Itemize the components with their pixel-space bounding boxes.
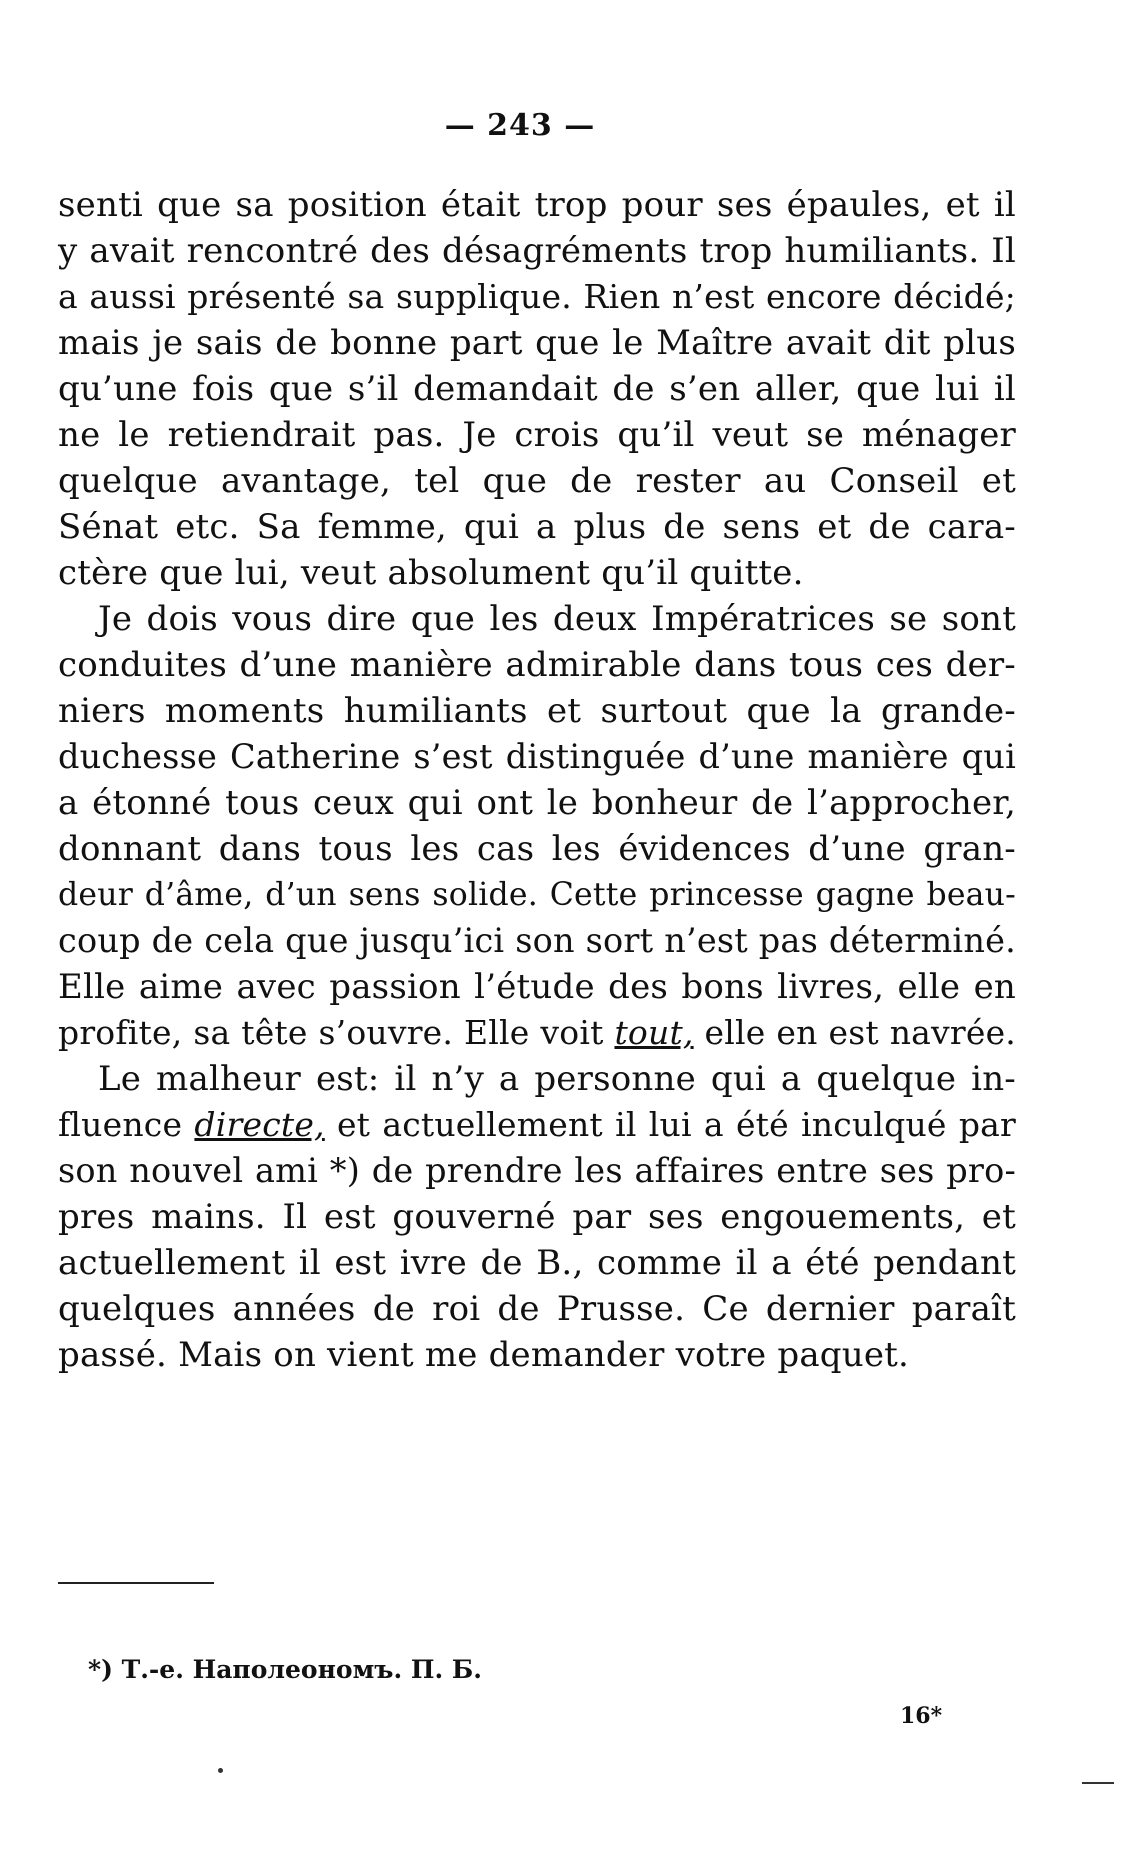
text-line bbox=[58, 1010, 1016, 1056]
text-line: a aussi présenté sa supplique. Rien n’est encore décidé; bbox=[58, 277, 1016, 316]
text-line: Je dois vous dire que les deux Impératrices se sont bbox=[98, 599, 1016, 639]
text-segment: profite, sa tête s’ouvre. Elle voit bbox=[58, 1013, 615, 1052]
text-line: Elle aime avec passion l’étude des bons livres, elle en bbox=[58, 967, 1016, 1007]
footnote: *) Т.-е. Наполеономъ. П. Б. bbox=[88, 1655, 482, 1684]
text-line: Sénat etc. Sa femme, qui a plus de sens et de cara- bbox=[58, 507, 1016, 547]
text-line: ctère que lui, veut absolument qu’il quitte. bbox=[58, 553, 804, 593]
text-line: quelque avantage, tel que de rester au Conseil et bbox=[58, 461, 1016, 501]
text-line: coup de cela que jusqu’ici son sort n’est pas déterminé. bbox=[58, 921, 1016, 960]
text-line: y avait rencontré des désagréments trop humiliants. Il bbox=[58, 231, 1016, 271]
italic-word: tout, bbox=[614, 1013, 694, 1052]
text-segment: fluence bbox=[58, 1105, 195, 1144]
ink-speck bbox=[218, 1768, 223, 1773]
text-line: mais je sais de bonne part que le Maître avait dit plus bbox=[58, 323, 1016, 363]
text-line: senti que sa position était trop pour ses épaules, et il bbox=[58, 185, 1016, 225]
text-line: pres mains. Il est gouverné par ses engouements, et bbox=[58, 1197, 1016, 1237]
page-number: — 243 — bbox=[444, 108, 596, 143]
text-line: son nouvel ami *) de prendre les affaires entre ses pro- bbox=[58, 1151, 1016, 1190]
text-line: a étonné tous ceux qui ont le bonheur de l’approcher, bbox=[58, 783, 1016, 823]
italic-word: directe, bbox=[194, 1105, 325, 1144]
text-line: ne le retiendrait pas. Je crois qu’il veut se ménager bbox=[58, 415, 1016, 455]
text-line: qu’une fois que s’il demandait de s’en aller, que lui il bbox=[58, 369, 1016, 409]
text-line: conduites d’une manière admirable dans tous ces der- bbox=[58, 645, 1016, 685]
text-line: actuellement il est ivre de B., comme il a été pendant bbox=[58, 1243, 1016, 1283]
text-segment: et actuellement il lui a été inculqué par bbox=[324, 1105, 1017, 1144]
text-line: deur d’âme, d’un sens solide. Cette princesse gagne beau- bbox=[58, 877, 1016, 913]
text-segment: elle en est navrée. bbox=[693, 1013, 1016, 1052]
body-text bbox=[58, 182, 1016, 1378]
text-line: quelques années de roi de Prusse. Ce dernier paraît bbox=[58, 1289, 1016, 1329]
text-line: donnant dans tous les cas les évidences d’une gran- bbox=[58, 829, 1016, 869]
text-line: niers moments humiliants et surtout que la grande- bbox=[58, 691, 1016, 731]
text-line: duchesse Catherine s’est distinguée d’une manière qui bbox=[58, 737, 1016, 776]
text-line bbox=[58, 1102, 1016, 1148]
text-line: Le malheur est: il n’y a personne qui a quelque in- bbox=[98, 1059, 1016, 1099]
footnote-rule bbox=[58, 1582, 214, 1584]
signature-mark: 16* bbox=[900, 1703, 943, 1729]
text-line: passé. Mais on vient me demander votre paquet. bbox=[58, 1335, 910, 1375]
margin-tick bbox=[1082, 1782, 1114, 1784]
